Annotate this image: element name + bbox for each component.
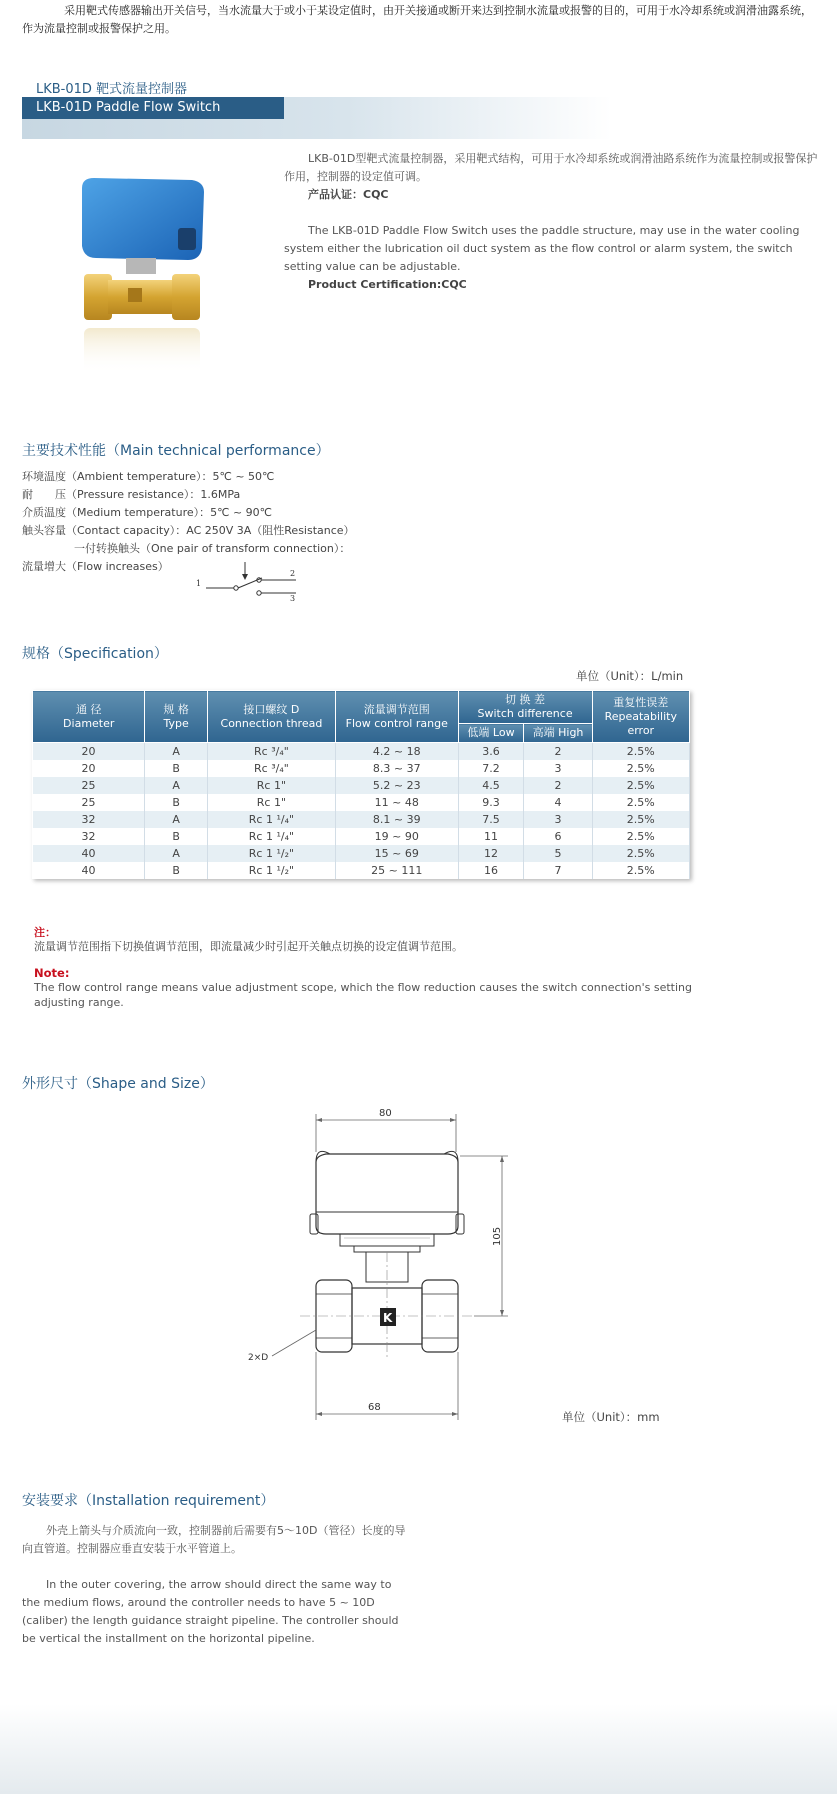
cell-error: 2.5% xyxy=(592,777,689,794)
perf-contact-capacity: 触头容量（Contact capacity）：AC 250V 3A（阻性Resistance） xyxy=(22,524,355,537)
install-en: In the outer covering, the arrow should direct the same way to the medium flows, around the controller needs to have 5 ~ 10D (caliber) the length guidance straight pipeline. The controller should be vertical the installment on the horizontal pipeline. xyxy=(22,1578,399,1645)
switch-circuit-diagram xyxy=(192,560,302,602)
description-en: The LKB-01D Paddle Flow Switch uses the paddle structure, may use in the water cooling system either the lubrication oil duct system as the flow control or alarm system, the switch setting value can be adjustable. xyxy=(284,224,800,273)
cell-thread: Rc ³/₄" xyxy=(207,743,335,761)
th-repeatability: 重复性误差 Repeatability error xyxy=(592,691,689,743)
certification-cn: 产品认证：CQC xyxy=(308,188,389,201)
cell-thread: Rc 1" xyxy=(207,794,335,811)
circuit-label-2: 2 xyxy=(290,569,296,578)
bottom-gradient xyxy=(0,1704,837,1794)
dimension-drawing xyxy=(230,1102,530,1432)
perf-ambient-temp: 环境温度（Ambient temperature）：5℃ ~ 50℃ xyxy=(22,470,275,483)
cell-high: 2 xyxy=(524,743,592,761)
cell-flow-range: 8.3 ~ 37 xyxy=(335,760,458,777)
description-cn: LKB-01D型靶式流量控制器，采用靶式结构，可用于水冷却系统或润滑油路系统作为流量控制或报警保护作用，控制器的设定值可调。 xyxy=(284,152,818,183)
th-thread: 接口螺纹 D Connection thread xyxy=(207,691,335,743)
cell-thread: Rc 1 ¹/₂" xyxy=(207,845,335,862)
cell-type: B xyxy=(145,862,207,879)
cell-diameter: 25 xyxy=(33,794,145,811)
table-row xyxy=(33,811,690,828)
cell-error: 2.5% xyxy=(592,828,689,845)
table-row xyxy=(33,760,690,777)
cell-diameter: 40 xyxy=(33,845,145,862)
th-switch-difference: 切 换 差 Switch difference xyxy=(458,691,592,724)
cell-high: 3 xyxy=(524,760,592,777)
circuit-label-1: 1 xyxy=(196,579,202,588)
product-image xyxy=(68,170,218,410)
cell-high: 4 xyxy=(524,794,592,811)
install-title: 安装要求（Installation requirement） xyxy=(22,1493,275,1509)
cell-type: A xyxy=(145,811,207,828)
note-cn-title: 注： xyxy=(34,926,56,939)
shape-unit: 单位（Unit）：mm xyxy=(562,1410,660,1424)
dim-height-label: 105 xyxy=(492,1226,503,1246)
cell-error: 2.5% xyxy=(592,743,689,761)
body-logo: K xyxy=(383,1311,393,1325)
cell-thread: Rc ³/₄" xyxy=(207,760,335,777)
product-description xyxy=(284,150,819,294)
perf-transform-connection: 一付转换触头（One pair of transform connection）： xyxy=(74,542,351,555)
spec-table xyxy=(32,690,690,879)
certification-en: Product Certification:CQC xyxy=(308,278,467,291)
spec-title: 规格（Specification） xyxy=(22,646,168,662)
cell-thread: Rc 1" xyxy=(207,777,335,794)
perf-medium-temp: 介质温度（Medium temperature）：5℃ ~ 90℃ xyxy=(22,506,273,519)
cell-low: 9.3 xyxy=(458,794,524,811)
cell-low: 12 xyxy=(458,845,524,862)
cell-low: 16 xyxy=(458,862,524,879)
th-high: 高端 High xyxy=(524,724,592,743)
cell-diameter: 40 xyxy=(33,862,145,879)
cell-flow-range: 5.2 ~ 23 xyxy=(335,777,458,794)
dim-width-label: 80 xyxy=(379,1108,392,1119)
spacer xyxy=(284,204,819,222)
cell-thread: Rc 1 ¹/₂" xyxy=(207,862,335,879)
perf-flow-increases: 流量增大（Flow increases） xyxy=(22,560,169,573)
spec-table-body xyxy=(33,743,690,880)
cell-type: B xyxy=(145,794,207,811)
cell-flow-range: 15 ~ 69 xyxy=(335,845,458,862)
cell-error: 2.5% xyxy=(592,760,689,777)
install-text xyxy=(22,1522,412,1666)
cell-diameter: 25 xyxy=(33,777,145,794)
cell-type: A xyxy=(145,777,207,794)
circuit-label-3: 3 xyxy=(290,594,296,602)
product-title-en: LKB-01D Paddle Flow Switch xyxy=(22,97,284,119)
shape-title: 外形尺寸（Shape and Size） xyxy=(22,1076,214,1092)
cell-diameter: 32 xyxy=(33,828,145,845)
performance-title: 主要技术性能（Main technical performance） xyxy=(22,443,330,459)
install-cn: 外壳上箭头与介质流向一致，控制器前后需要有5～10D（管径）长度的导向直管道。控制器应垂直安装于水平管道上。 xyxy=(22,1524,406,1555)
intro-paragraph: 采用靶式传感器输出开关信号，当水流量大于或小于某设定值时，由开关接通或断开来达到控制水流量或报警的目的，可用于水冷却系统或润滑油露系统，作为流量控制或报警保护之用。 xyxy=(22,4,812,35)
cell-type: A xyxy=(145,743,207,761)
spec-unit: 单位（Unit）：L/min xyxy=(576,669,684,683)
note-en-title: Note: xyxy=(34,966,70,980)
cell-thread: Rc 1 ¹/₄" xyxy=(207,828,335,845)
table-row xyxy=(33,862,690,879)
table-row xyxy=(33,828,690,845)
cell-flow-range: 11 ~ 48 xyxy=(335,794,458,811)
dim-base-label: 68 xyxy=(368,1402,381,1413)
cell-low: 4.5 xyxy=(458,777,524,794)
cell-type: B xyxy=(145,828,207,845)
cell-diameter: 20 xyxy=(33,743,145,761)
cell-type: B xyxy=(145,760,207,777)
table-row xyxy=(33,794,690,811)
cell-error: 2.5% xyxy=(592,794,689,811)
note-cn: 流量调节范围指下切换值调节范围，即流量减少时引起开关触点切换的设定值调节范围。 xyxy=(34,940,463,953)
product-title-cn: LKB-01D 靶式流量控制器 xyxy=(36,82,188,97)
th-low: 低端 Low xyxy=(458,724,524,743)
cell-low: 11 xyxy=(458,828,524,845)
cell-error: 2.5% xyxy=(592,862,689,879)
dim-thread-label: 2×D xyxy=(248,1353,269,1363)
cell-low: 3.6 xyxy=(458,743,524,761)
performance-list xyxy=(22,468,355,576)
cell-diameter: 20 xyxy=(33,760,145,777)
cell-high: 3 xyxy=(524,811,592,828)
cell-type: A xyxy=(145,845,207,862)
cell-high: 5 xyxy=(524,845,592,862)
cell-error: 2.5% xyxy=(592,811,689,828)
perf-pressure: 耐 压（Pressure resistance）：1.6MPa xyxy=(22,488,241,501)
cell-high: 7 xyxy=(524,862,592,879)
cell-flow-range: 4.2 ~ 18 xyxy=(335,743,458,761)
table-row xyxy=(33,743,690,761)
cell-flow-range: 25 ~ 111 xyxy=(335,862,458,879)
cell-low: 7.5 xyxy=(458,811,524,828)
th-type: 规 格 Type xyxy=(145,691,207,743)
cell-error: 2.5% xyxy=(592,845,689,862)
cell-high: 6 xyxy=(524,828,592,845)
cell-low: 7.2 xyxy=(458,760,524,777)
note-en: The flow control range means value adjustment scope, which the flow reduction causes the switch connection's setting adjusting range. xyxy=(34,981,692,1009)
cell-high: 2 xyxy=(524,777,592,794)
cell-flow-range: 8.1 ~ 39 xyxy=(335,811,458,828)
th-flow-range: 流量调节范围 Flow control range xyxy=(335,691,458,743)
cell-flow-range: 19 ~ 90 xyxy=(335,828,458,845)
table-row xyxy=(33,777,690,794)
th-diameter: 通 径 Diameter xyxy=(33,691,145,743)
table-row xyxy=(33,845,690,862)
cell-diameter: 32 xyxy=(33,811,145,828)
cell-thread: Rc 1 ¹/₄" xyxy=(207,811,335,828)
